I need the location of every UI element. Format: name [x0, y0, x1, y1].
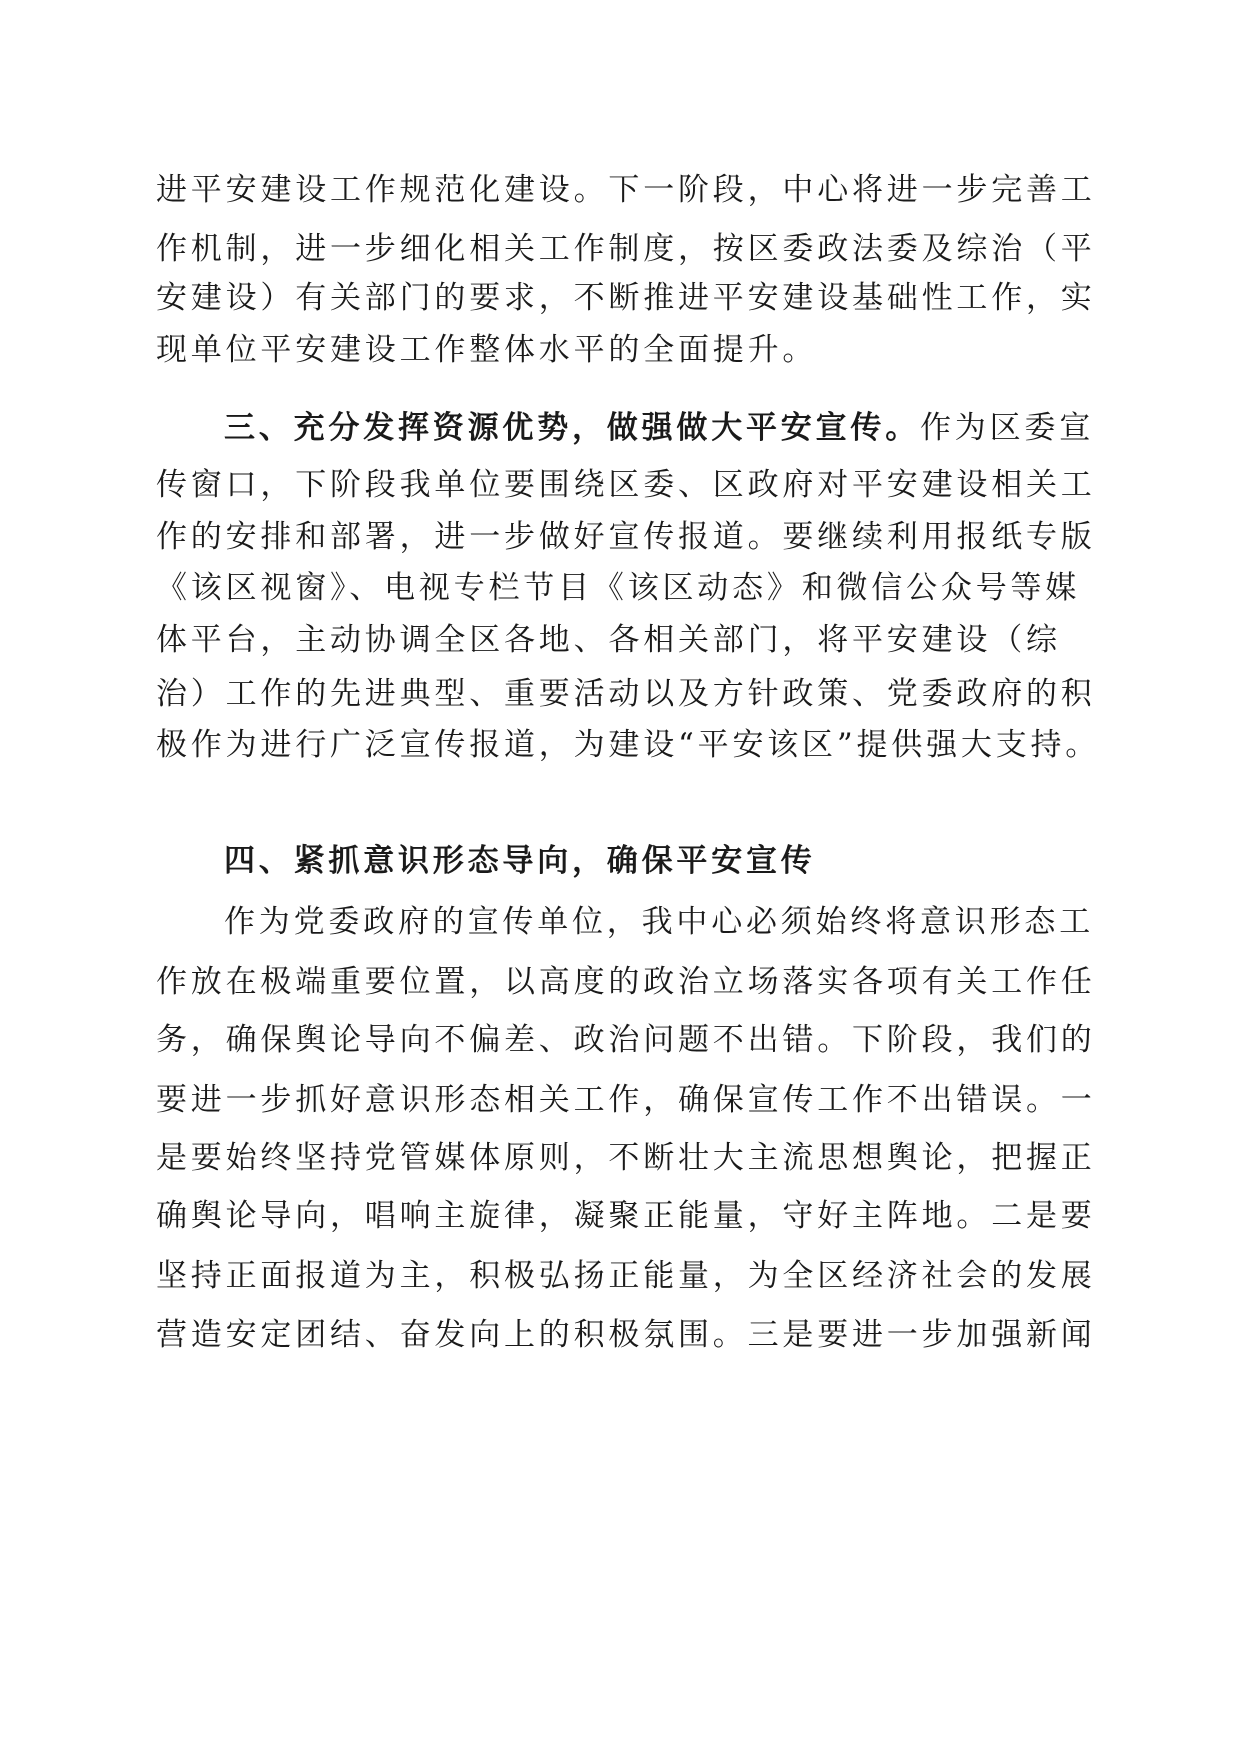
- section4-heading: 四、紧抓意识形态导向，确保平安宣传: [224, 843, 816, 879]
- paragraph-line: 《该区视窗》、电视专栏节目《该区动态》和微信公众号等媒: [156, 570, 1081, 606]
- paragraph-line: 作的安排和部署，进一步做好宣传报道。要继续利用报纸专版: [156, 519, 1096, 555]
- paragraph-line: 要进一步抓好意识形态相关工作，确保宣传工作不出错误。一: [156, 1082, 1096, 1118]
- paragraph-line: 体平台，主动协调全区各地、各相关部门，将平安建设（综: [156, 622, 1061, 658]
- section3-heading: 三、充分发挥资源优势，做强做大平安宣传。: [224, 410, 920, 446]
- paragraph-line: 进平安建设工作规范化建设。下一阶段，中心将进一步完善工: [156, 172, 1096, 208]
- paragraph-line: 坚持正面报道为主，积极弘扬正能量，为全区经济社会的发展: [156, 1258, 1096, 1294]
- paragraph-line: 作机制，进一步细化相关工作制度，按区委政法委及综治（平: [156, 231, 1096, 267]
- section3-first-line-rest: 作为区委宣: [920, 410, 1094, 446]
- paragraph-line: 现单位平安建设工作整体水平的全面提升。: [156, 332, 818, 368]
- paragraph-line: 传窗口，下阶段我单位要围绕区委、区政府对平安建设相关工: [156, 467, 1096, 503]
- paragraph-line: 务，确保舆论导向不偏差、政治问题不出错。下阶段，我们的: [156, 1022, 1096, 1058]
- paragraph-line: 安建设）有关部门的要求，不断推进平安建设基础性工作，实: [156, 280, 1096, 316]
- paragraph-line: 极作为进行广泛宣传报道，为建设“平安该区”提供强大支持。: [156, 727, 1101, 763]
- paragraph-line: 作为党委政府的宣传单位，我中心必须始终将意识形态工: [224, 904, 1094, 940]
- paragraph-line: 营造安定团结、奋发向上的积极氛围。三是要进一步加强新闻: [156, 1317, 1096, 1353]
- paragraph-line: 确舆论导向，唱响主旋律，凝聚正能量，守好主阵地。二是要: [156, 1198, 1096, 1234]
- section3-first-line: [224, 398, 1164, 458]
- paragraph-line: 作放在极端重要位置，以高度的政治立场落实各项有关工作任: [156, 964, 1096, 1000]
- paragraph-line: 治）工作的先进典型、重要活动以及方针政策、党委政府的积: [156, 676, 1096, 712]
- paragraph-line: 是要始终坚持党管媒体原则，不断壮大主流思想舆论，把握正: [156, 1140, 1096, 1176]
